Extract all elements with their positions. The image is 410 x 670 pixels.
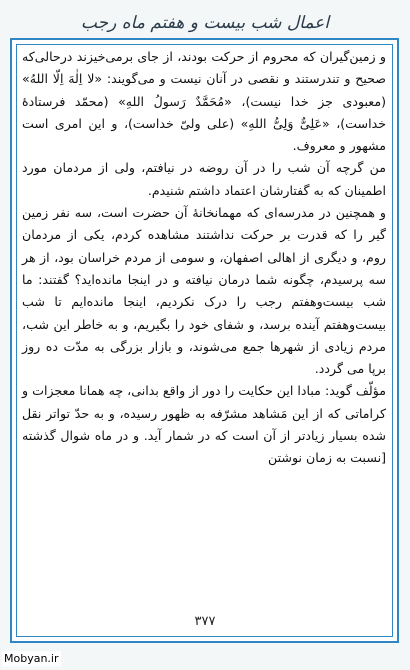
paragraph: من گرچه آن شب را در آن روضه در نیافتم، ولی از مردمان مورد اطمینان که به گفتارشان اعتماد داشتم شنیدم. [22, 160, 386, 198]
page-content [22, 46, 386, 606]
paragraph: و همچنین در مدرسه‌ای که مهمانخانهٔ آن حضرت است، سه نفر زمین گیر را که قدرت بر حرکت نداشتند مشاهده کردم، یکی از مردمان روم، و دیگری از اهالی اصفهان، و سومی از مردم خراسان بود، از هر سه پرسیدم، چگونه شما درمان نیافته و در اینجا مانده‌اید؟ گفتند: ما شب بیست‌وهفتم رجب را درک نکردیم، اینجا مانده‌ایم تا شب بیست‌وهفتم آینده برسد، و شفای خود را بگیریم، و به خاطر این شب، مردم زیادی از شهرها جمع می‌شوند، و بازار بزرگی به مدّت ده روز برپا می گردد. [22, 205, 386, 377]
paragraph: و زمین‌گیران که محروم از حرکت بودند، از جای برمی‌خیزند درحالی‌که صحیح و تندرستند و نقصی در آنان نیست و می‌گویند: «لا اِلٰهَ اِلّا اللهُ» (معبودی جز خدا نیست)، «مُحَمَّدٌ رَسولُ اللهِ» (محمّد فرستادهٔ خداست)، «عَلِیٌّ وَلِیُّ اللهِ» (علی ولیّ خداست)، و این امری است مشهور و معروف. [22, 49, 386, 154]
page-number: ۳۷۷ [194, 614, 216, 629]
paragraph: مؤلّف گوید: مبادا این حکایت را دور از واقع بدانی، چه همانا معجزات و کراماتی که از این مَشاهد مشرّفه به ظهور رسیده، و به حدّ تواتر نقل شده بسیار زیادتر از آن است که در شمار آید. و در ماه شوال گذشته [نسبت به زمان نوشتن [22, 383, 386, 466]
site-watermark: Mobyan.ir [4, 652, 59, 665]
page-header-title: اعمال شب بیست و هفتم ماه رجب [80, 13, 330, 33]
